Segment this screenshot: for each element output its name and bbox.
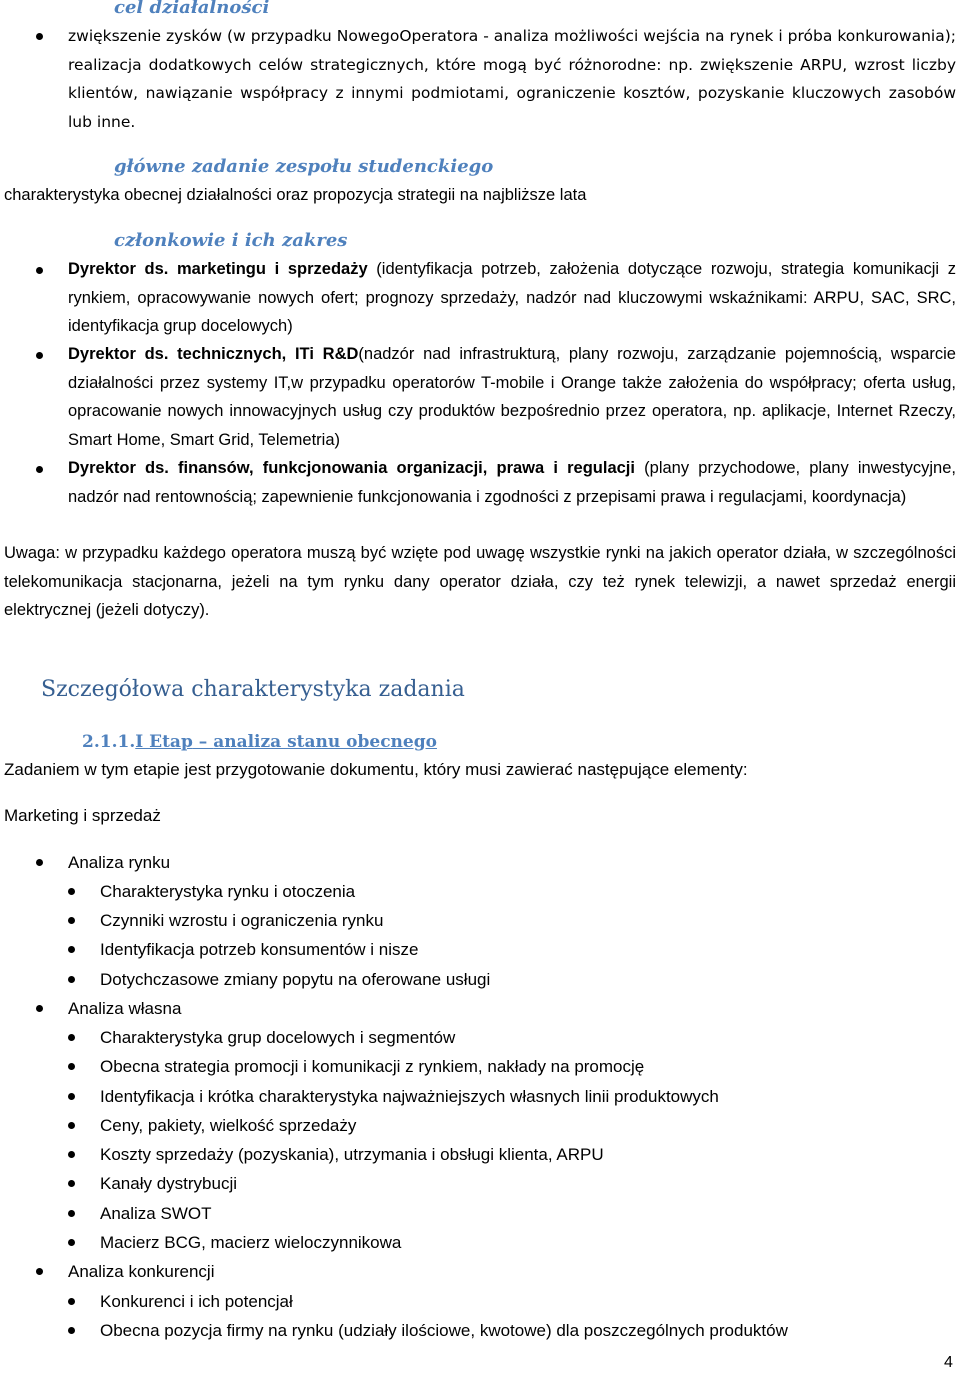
bullet-icon (68, 1151, 75, 1158)
bullet-icon (68, 1122, 75, 1129)
outline-subitem: Kanały dystrybucji (100, 1174, 238, 1193)
member-item-finance (68, 454, 956, 511)
outline-subitem: Analiza SWOT (100, 1204, 212, 1223)
stage-heading (82, 730, 437, 754)
bullet-icon (68, 1239, 75, 1246)
bullet-icon (68, 1093, 75, 1100)
bullet-icon (68, 1298, 75, 1305)
member-role: Dyrektor ds. marketingu i sprzedaży (68, 260, 368, 278)
section-title: Szczegółowa charakterystyka zadania (41, 677, 465, 702)
stage-label: I Etap (135, 732, 193, 752)
outline-subitem: Dotychczasowe zmiany popytu na oferowane usługi (100, 970, 491, 989)
outline-subitem: Macierz BCG, macierz wieloczynnikowa (100, 1233, 402, 1252)
outline-item-competition: Analiza konkurencji (68, 1262, 215, 1281)
bullet-icon (68, 888, 75, 895)
outline-subitem: Identyfikacja i krótka charakterystyka najważniejszych własnych linii produktowych (100, 1087, 719, 1106)
bullet-icon (68, 917, 75, 924)
stage-name: analiza stanu obecnego (213, 732, 437, 752)
bullet-icon (68, 1063, 75, 1070)
member-desc: (plany przychodowe, plany inwestycyjne, nadzór nad rentownością; zapewnienie funkcjonowania i zgodności z przepisami prawa i regulacjami, koordynacja) (68, 459, 956, 506)
bullet-icon (68, 1327, 75, 1334)
outline-subitem: Obecna strategia promocji i komunikacji z rynkiem, nakłady na promocję (100, 1057, 645, 1076)
bullet-icon (36, 267, 43, 274)
bullet-icon (36, 466, 43, 473)
member-desc: (nadzór nad infrastrukturą, plany rozwoju, zarządzanie pojemnością, wsparcie działalności przez systemy IT,w przypadku operatorów T-mobile i Orange także założenia do współpracy; oferta usług, opracowanie nowych innowacyjnych usług czy produktów bezpośrednio przez operatora, np. aplikacje, Internet Rzeczy, Smart Home, Smart Grid, Telemetria) (68, 345, 956, 449)
heading-main-task: główne zadanie zespołu studenckiego (114, 156, 494, 177)
bullet-icon (68, 1034, 75, 1041)
member-item-technical (68, 340, 956, 454)
outline-subitem: Czynniki wzrostu i ograniczenia rynku (100, 911, 384, 930)
bullet-icon (68, 1180, 75, 1187)
stage-dash: – (192, 732, 214, 752)
main-task-text: charakterystyka obecnej działalności oraz propozycja strategii na najbliższe lata (4, 186, 587, 204)
stage-intro: Zadaniem w tym etapie jest przygotowanie dokumentu, który musi zawierać następujące elementy: (4, 760, 748, 779)
outline-subitem: Identyfikacja potrzeb konsumentów i nisze (100, 940, 419, 959)
outline-item-own: Analiza własna (68, 999, 182, 1018)
outline-subitem: Ceny, pakiety, wielkość sprzedaży (100, 1116, 357, 1135)
outline-item-market: Analiza rynku (68, 853, 171, 872)
note-paragraph: Uwaga: w przypadku każdego operatora muszą być wzięte pod uwagę wszystkie rynki na jakich operator działa, w szczególności telekomunikacja stacjonarna, jeżeli na tym rynku dany operator działa, czy też rynek telewizji, a nawet sprzedaż energii elektrycznej (jeżeli dotyczy). (4, 544, 956, 619)
member-item-marketing (68, 255, 956, 341)
goal-item: zwiększenie zysków (w przypadku NowegoOperatora - analiza możliwości wejścia na rynek i próba konkurowania); realizacja dodatkowych celów strategicznych, które mogą być różnorodne: np. zwiększenie ARPU, wzrost liczby klientów, nawiązanie współpracy z innymi podmiotami, ograniczenie kosztów, pozyskanie kluczowych zasobów lub inne. (68, 27, 956, 131)
outline-subitem: Obecna pozycja firmy na rynku (udziały ilościowe, kwotowe) dla poszczególnych produktów (100, 1321, 788, 1340)
bullet-icon (36, 1005, 43, 1012)
bullet-icon (36, 859, 43, 866)
heading-goal: cel działalności (114, 0, 270, 18)
stage-number: 2.1.1. (82, 732, 136, 752)
bullet-icon (68, 976, 75, 983)
bullet-icon (36, 1268, 43, 1275)
page-number: 4 (944, 1354, 953, 1371)
marketing-heading: Marketing i sprzedaż (4, 806, 161, 825)
member-role: Dyrektor ds. finansów, funkcjonowania organizacji, prawa i regulacji (68, 459, 635, 477)
member-desc: (identyfikacja potrzeb, założenia dotyczące rozwoju, strategia komunikacji z rynkiem, opracowywanie nowych ofert; prognozy sprzedaży, nadzór nad kluczowymi wskaźnikami: ARPU, SAC, SRC, identyfikacja grup docelowych) (68, 260, 956, 335)
outline-subitem: Konkurenci i ich potencjał (100, 1292, 293, 1311)
member-role: Dyrektor ds. technicznych, ITi R&D (68, 345, 359, 363)
outline-subitem: Charakterystyka grup docelowych i segmentów (100, 1028, 456, 1047)
bullet-icon (68, 1210, 75, 1217)
outline-subitem: Koszty sprzedaży (pozyskania), utrzymania i obsługi klienta, ARPU (100, 1145, 604, 1164)
bullet-icon (36, 352, 43, 359)
bullet-icon (36, 33, 43, 40)
heading-members: członkowie i ich zakres (114, 230, 348, 251)
outline-subitem: Charakterystyka rynku i otoczenia (100, 882, 356, 901)
bullet-icon (68, 946, 75, 953)
